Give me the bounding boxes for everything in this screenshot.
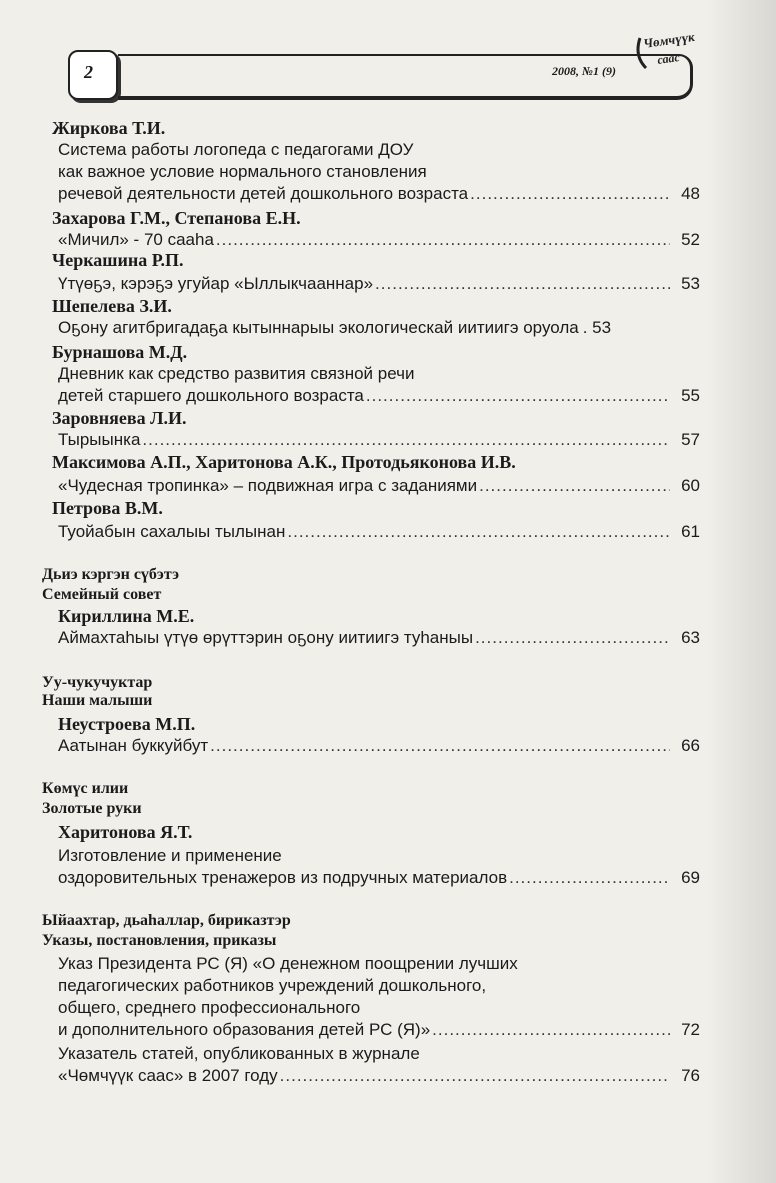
section-title-sakha: Ыйаахтар, дьаһаллар, бириказтэр: [42, 912, 291, 929]
toc-line: Үтүөҕэ, кэрэҕэ угуйар «Ыллыкчааннар» ..... 53: [58, 274, 700, 294]
entry-author: Максимова А.П., Харитонова А.К., Протодьяконова И.В.: [52, 452, 516, 472]
toc-line: Оҕону агитбригадаҕа кытыннарыы экологическай иитиигэ оруола . 53: [58, 318, 612, 337]
page-edge-shadow: [706, 0, 776, 1183]
svg-text:Чөмчүүк: Чөмчүүк: [642, 28, 696, 51]
entry-title-line: как важное условие нормального становления: [58, 162, 427, 181]
section-title-sakha: Дьиэ кэргэн сүбэтэ: [42, 566, 180, 583]
page-ref: 48: [681, 184, 700, 203]
entry-author: Харитонова Я.Т.: [58, 822, 193, 842]
toc-line: речевой деятельности детей дошкольного возраста ..... 48: [58, 184, 700, 204]
page-ref: 53: [681, 274, 700, 293]
entry-author: Жиркова Т.И.: [52, 118, 166, 138]
toc-line: Аатынан буккуйбут ..... 66: [58, 736, 700, 756]
entry-title-line: Изготовление и применение: [58, 846, 282, 865]
entry-author: Черкашина Р.П.: [52, 250, 184, 270]
toc-line: оздоровительных тренажеров из подручных материалов ..... 69: [58, 868, 700, 888]
entry-author: Кириллина М.Е.: [58, 606, 195, 626]
page-ref: 69: [681, 868, 700, 887]
section-title-sakha: Уу-чукучуктар: [42, 674, 153, 691]
journal-logo: [632, 28, 702, 74]
entry-title-line: Дневник как средство развития связной речи: [58, 364, 415, 383]
entry-title-line: Указатель статей, опубликованных в журнале: [58, 1044, 420, 1063]
toc-line: Аймахтаһыы үтүө өрүттэрин оҕону иитиигэ туһаныы ..... 63: [58, 628, 700, 648]
entry-author: Неустроева М.П.: [58, 714, 196, 734]
entry-title-line: общего, среднего профессионального: [58, 998, 361, 1017]
toc-line: и дополнительного образования детей РС (Я)» ..... 72: [58, 1020, 700, 1040]
page-ref: 57: [681, 430, 700, 449]
entry-title-line: Система работы логопеда с педагогами ДОУ: [58, 140, 414, 159]
page-ref: 55: [681, 386, 700, 405]
toc-line: Тырыынка ..... 57: [58, 430, 700, 450]
entry-title-line: Указ Президента РС (Я) «О денежном поощрении лучших: [58, 954, 518, 973]
page-ref: 72: [681, 1020, 700, 1039]
page-number-box: [68, 50, 118, 100]
entry-author: Петрова В.М.: [52, 498, 163, 518]
entry-author: Шепелева З.И.: [52, 296, 172, 316]
page-ref: 66: [681, 736, 700, 755]
toc-line: «Мичил» - 70 сааһа ..... 52: [58, 230, 700, 250]
entry-title-line: педагогических работников учреждений дошкольного,: [58, 976, 487, 995]
page-ref: 52: [681, 230, 700, 249]
toc-line: Туойабын сахалыы тылынан ..... 61: [58, 522, 700, 542]
entry-author: Захарова Г.М., Степанова Е.Н.: [52, 208, 301, 228]
section-title-russian: Семейный совет: [42, 586, 162, 603]
issue-label: 2008, №1 (9): [552, 64, 616, 78]
page-ref: 63: [681, 628, 700, 647]
toc-line: «Чудесная тропинка» – подвижная игра с заданиями ..... 60: [58, 476, 700, 496]
toc-line: «Чөмчүүк саас» в 2007 году ..... 76: [58, 1066, 700, 1086]
page-ref: 60: [681, 476, 700, 495]
entry-author: Бурнашова М.Д.: [52, 342, 188, 362]
page-number: 2: [84, 62, 93, 82]
toc-line: детей старшего дошкольного возраста ..... 55: [58, 386, 700, 406]
section-title-sakha: Көмүс илии: [42, 780, 129, 797]
page-ref: 76: [681, 1066, 700, 1085]
entry-author: Заровняева Л.И.: [52, 408, 187, 428]
section-title-russian: Золотые руки: [42, 800, 142, 817]
page-ref: . 53: [582, 318, 612, 337]
section-title-russian: Наши малыши: [42, 692, 153, 709]
page-ref: 61: [681, 522, 700, 541]
section-title-russian: Указы, постановления, приказы: [42, 932, 277, 949]
svg-text:саас: саас: [656, 49, 681, 67]
